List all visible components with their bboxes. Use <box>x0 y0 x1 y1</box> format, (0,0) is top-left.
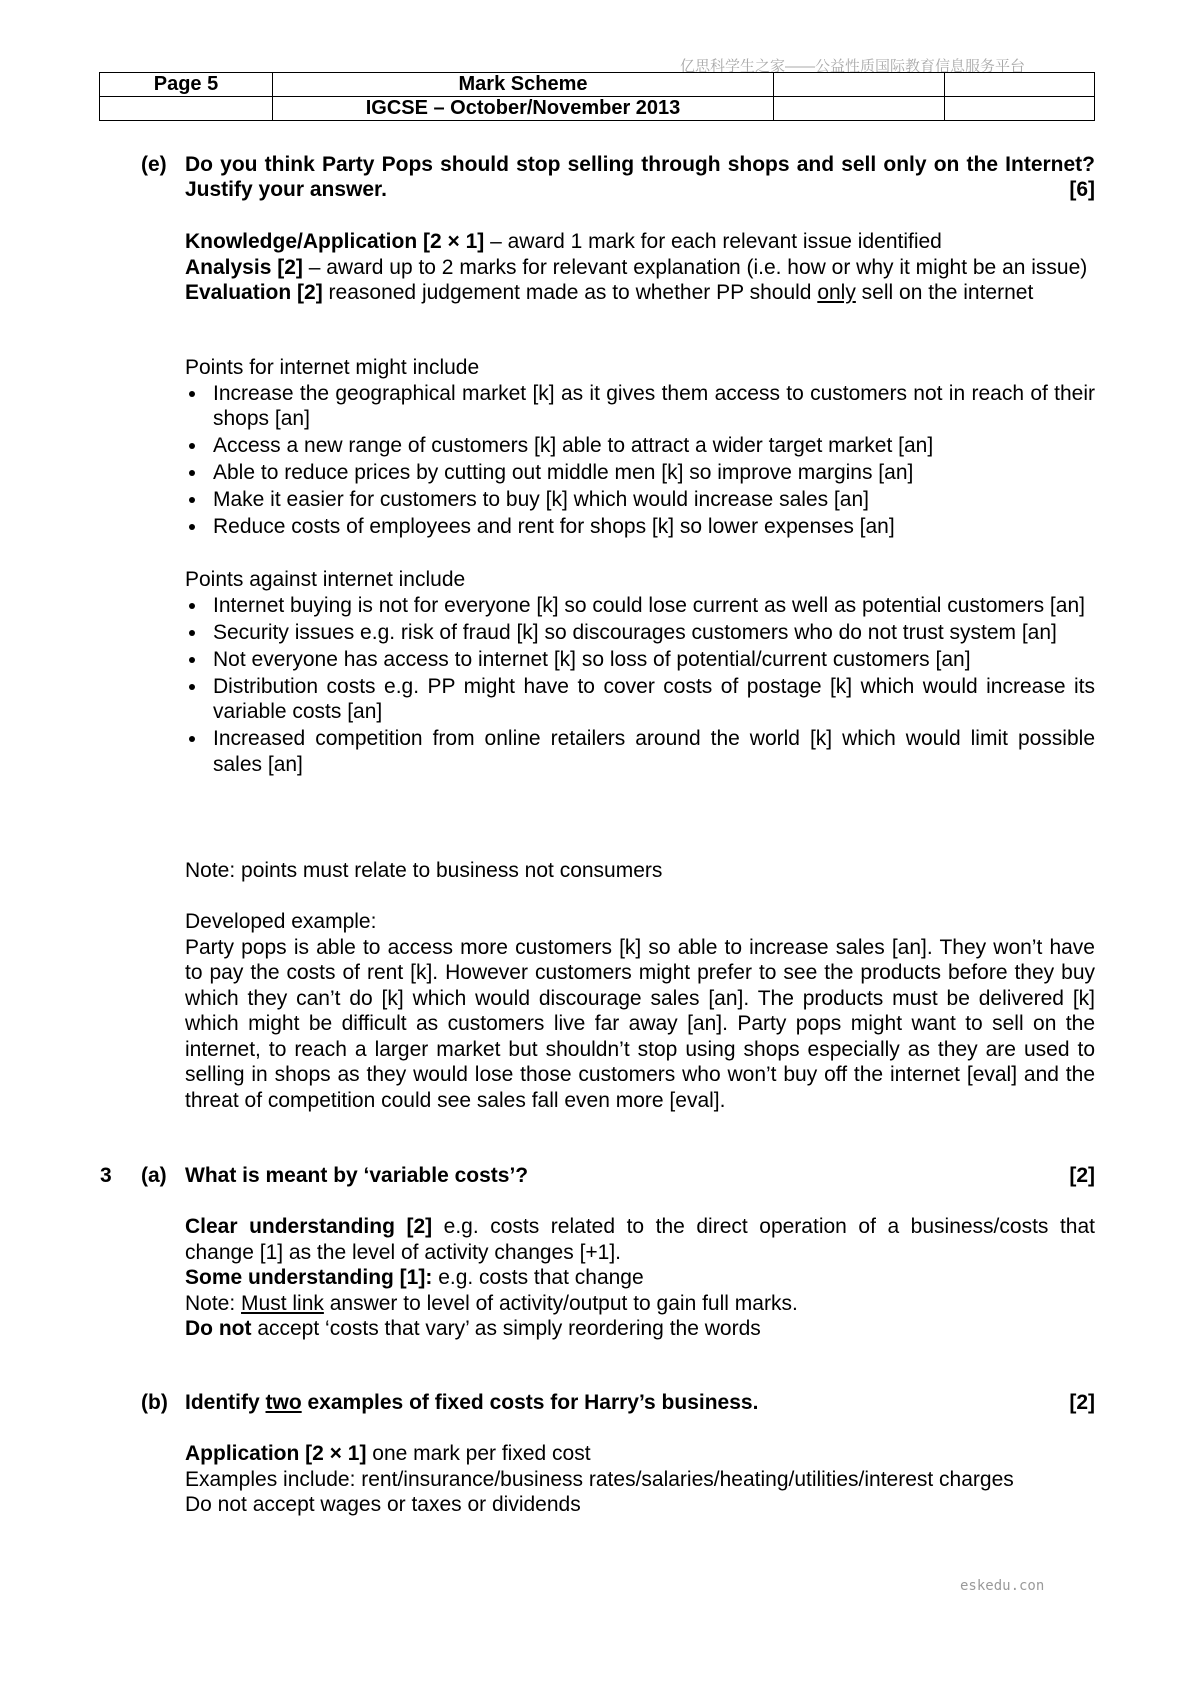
criterion-title: Clear understanding [2] <box>185 1215 433 1238</box>
question-text <box>185 1390 1095 1415</box>
list-item: Increase the geographical market [k] as it gives them access to customers not in reach of their shops [an] <box>185 381 1095 432</box>
application-criterion <box>185 1441 1095 1467</box>
page-number: Page 5 <box>100 73 273 97</box>
question-3b <box>141 1390 1095 1416</box>
header-table <box>99 72 1095 121</box>
list-item: Increased competition from online retailers around the world [k] which would limit possible sales [an] <box>185 726 1095 777</box>
question-text-part: Identify <box>185 1391 266 1414</box>
question-text: What is meant by ‘variable costs’? <box>185 1164 529 1187</box>
q3b-answer-block <box>185 1441 1095 1518</box>
clear-understanding <box>185 1214 1095 1265</box>
criterion-text: – award 1 mark for each relevant issue identified <box>484 230 942 253</box>
criterion-title: Knowledge/Application [2 × 1] <box>185 230 485 253</box>
developed-example <box>185 909 1095 1113</box>
example-text: Party pops is able to access more customers [k] so able to increase sales [an]. They won’t have to pay the costs of rent [k]. However customers might prefer to see the products before they buy which they can’t do [k] which would discourage sales [an]. The products must be delivered [k] which might be difficult as customers live far away [an]. Party pops might want to sell on the internet, to reach a larger market but shouldn’t stop using shops especially as they are used to selling in shops as they would lose those customers who won’t buy off the internet [eval] and the threat of competition could see sales fall even more [eval]. <box>185 935 1095 1112</box>
list-item: Distribution costs e.g. PP might have to cover costs of postage [k] which would increase its variable costs [an] <box>185 674 1095 725</box>
list-item: Make it easier for customers to buy [k] which would increase sales [an] <box>185 487 1095 513</box>
note-emphasis: Must link <box>241 1291 324 1315</box>
criterion-text: one mark per fixed cost <box>366 1442 591 1465</box>
criterion-title: Some understanding [1]: <box>185 1266 433 1289</box>
question-label: (a) <box>141 1164 167 1187</box>
watermark-bottom: eskedu.con <box>960 1578 1045 1594</box>
list-item: Access a new range of customers [k] able to attract a wider target market [an] <box>185 433 1095 459</box>
some-understanding <box>185 1265 1095 1291</box>
criterion-text: accept ‘costs that vary’ as simply reordering the words <box>251 1317 761 1340</box>
criterion-evaluation <box>185 280 1095 306</box>
fixed-cost-examples: Examples include: rent/insurance/business rates/salaries/heating/utilities/interest charges <box>185 1467 1014 1491</box>
criterion-text: e.g. costs that change <box>432 1266 644 1289</box>
points-against-heading: Points against internet include <box>185 568 466 591</box>
list-item: Security issues e.g. risk of fraud [k] so discourages customers who do not trust system [an] <box>185 620 1095 646</box>
q3a-answer-block <box>185 1214 1095 1342</box>
question-label: (b) <box>141 1391 168 1414</box>
header-empty-cell <box>945 73 1095 97</box>
question-2e <box>141 152 1095 202</box>
header-empty-cell <box>945 97 1095 121</box>
question-label: (e) <box>141 153 167 176</box>
question-marks: [2] <box>1069 1391 1095 1414</box>
criterion-emphasis: only <box>817 281 856 304</box>
question-marks: [2] <box>1069 1164 1095 1187</box>
list-item: Reduce costs of employees and rent for shops [k] so lower expenses [an] <box>185 514 1095 540</box>
points-for-list <box>185 381 1095 540</box>
points-for-block <box>185 355 1095 541</box>
note-business: Note: points must relate to business not consumers <box>185 859 663 882</box>
points-for-heading: Points for internet might include <box>185 356 480 379</box>
points-against-block <box>185 567 1095 779</box>
note-text: Note: <box>185 1291 242 1315</box>
question-3a <box>141 1163 1095 1189</box>
watermark-top: 亿思科学生之家——公益性质国际教育信息服务平台 <box>680 58 1026 75</box>
document-subtitle: IGCSE – October/November 2013 <box>273 97 774 121</box>
question-number-3: 3 <box>100 1164 112 1187</box>
criterion-title: Analysis [2] <box>185 255 303 279</box>
note-text: answer to level of activity/output to gain full marks. <box>323 1291 798 1315</box>
q3b-do-not: Do not accept wages or taxes or dividends <box>185 1493 581 1516</box>
criterion-knowledge <box>185 229 1095 255</box>
criteria-block <box>185 229 1095 306</box>
question-text: Do you think Party Pops should stop selling through shops and sell only on the Internet? Justify your answer. <box>185 153 1095 201</box>
criterion-text: – award up to 2 marks for relevant explanation (i.e. how or why it might be an issue) <box>302 255 1088 279</box>
header-empty-cell <box>774 97 945 121</box>
question-emphasis: two <box>265 1391 302 1414</box>
header-empty-cell <box>774 73 945 97</box>
criterion-text: sell on the internet <box>855 281 1034 304</box>
header-empty-cell <box>100 97 273 121</box>
criterion-title: Do not <box>185 1317 252 1340</box>
example-heading: Developed example: <box>185 910 377 933</box>
criterion-text: e.g. costs related to the direct operation of a business/costs that change [1] as the level of activity changes [+1]. <box>185 1215 1095 1264</box>
q3a-do-not <box>185 1316 1095 1342</box>
criterion-analysis <box>185 255 1095 281</box>
criterion-title: Evaluation [2] <box>185 281 323 304</box>
list-item: Able to reduce prices by cutting out middle men [k] so improve margins [an] <box>185 460 1095 486</box>
criterion-text: reasoned judgement made as to whether PP should <box>322 281 818 304</box>
q3a-note <box>185 1291 1095 1317</box>
criterion-title: Application [2 × 1] <box>185 1442 367 1465</box>
points-against-list <box>185 593 1095 778</box>
question-text-part: examples of fixed costs for Harry’s business. <box>301 1391 759 1414</box>
document-title: Mark Scheme <box>273 73 774 97</box>
question-marks: [6] <box>1069 178 1095 201</box>
list-item: Not everyone has access to internet [k] so loss of potential/current customers [an] <box>185 647 1095 673</box>
list-item: Internet buying is not for everyone [k] so could lose current as well as potential customers [an] <box>185 593 1095 619</box>
